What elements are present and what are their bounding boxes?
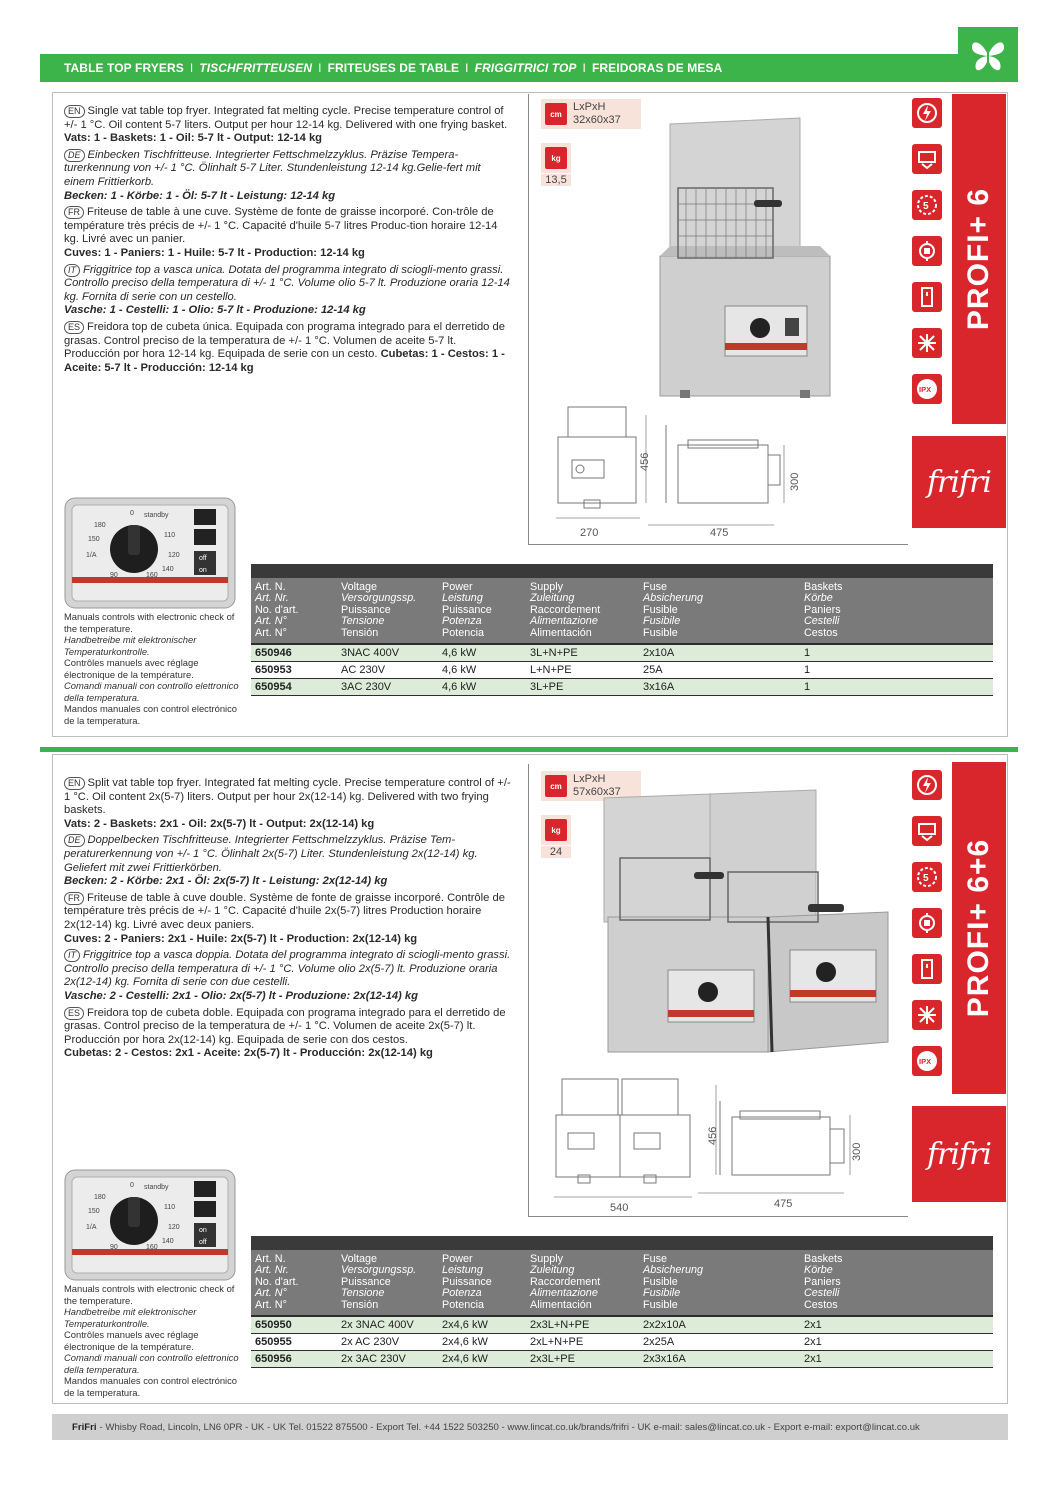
kg-icon: kg: [545, 819, 567, 841]
dimensions-label: LxPxH: [573, 101, 606, 113]
drawing-vat-height-label: 300: [789, 472, 801, 491]
frifri-logo: [912, 436, 1006, 528]
col-header-fuse: Fuse Absicherung Fusible Fusibile Fusible: [639, 1250, 800, 1316]
model-banner-1: [952, 94, 1006, 424]
table-row: [251, 662, 993, 679]
ipx-label: IPX: [919, 1057, 932, 1066]
cell-supply: 2x3L+PE: [526, 1351, 639, 1368]
table-row: [251, 1334, 993, 1351]
cell-power: 4,6 kW: [438, 644, 526, 662]
cell-voltage: 2x 3AC 230V: [337, 1351, 438, 1368]
desc-text: Friggitrice top a vasca unica. Dotata del programma integrato di sciogli-mento grassi. Controllo preciso della temperatura di +/- 1 °C. Volume olio 5-7 lt. Produzione oraria 12-14 kg. Fornita di serie con un cestello.: [64, 263, 510, 303]
cell-supply: 2x3L+N+PE: [526, 1316, 639, 1334]
dial-mark-standby: standby: [144, 1184, 169, 1191]
cell-supply: 3L+PE: [526, 679, 639, 696]
desc-text: Friggitrice top a vasca doppia. Dotata del programma integrato di sciogli-mento grassi. Controllo preciso della temperatura di +/- 1 °C. Volume olio 2x(5-7) lt. Produzione oraria 2x(12-14) kg. Fornita di serie con due cestelli.: [64, 949, 511, 989]
feature-icons-1: [912, 98, 946, 420]
off-button-label: off: [199, 555, 207, 562]
cell-baskets: 1: [800, 662, 993, 679]
header-seg-0: TABLE TOP FRYERS: [64, 61, 184, 75]
cell-baskets: 2x1: [800, 1316, 993, 1334]
svg-text:5: 5: [923, 873, 929, 884]
divider: [528, 1216, 908, 1217]
caption-de: Handbetreibe mit elektronischer Temperaturkontrolle.: [64, 1306, 197, 1329]
description-2: [64, 777, 512, 1064]
dial-mark-110: 110: [164, 1204, 176, 1211]
lang-badge: IT: [64, 264, 80, 277]
lang-badge: DE: [64, 149, 85, 162]
cell-fuse: 3x16A: [639, 679, 800, 696]
lang-badge: FR: [64, 892, 84, 905]
dimensions-tile: [541, 99, 641, 129]
caption-en: Manuals controls with electronic check of the temperature.: [64, 611, 235, 634]
cell-art: 650955: [251, 1334, 337, 1351]
cell-fuse: 2x10A: [639, 644, 800, 662]
desc-summary: Becken: 2 - Körbe: 2x1 - Öl: 2x(5-7) lt - Leistung: 2x(12-14) kg: [64, 875, 388, 888]
col-header-voltage: Voltage Versorgungssp. Puissance Tensione Tensión: [337, 578, 438, 644]
door-icon: [912, 954, 942, 984]
cell-baskets: 2x1: [800, 1334, 993, 1351]
desc-text: Doppelbecken Tischfritteuse. Integrierter Fettschmelzzyklus. Präzise Tem-peraturerkennung von +/- 1 °C. Ölinhalt 2x(5-7) Liter. Stundenleistung 2x(12-14) kg. Geliefert mit zwei Frittierkörben.: [64, 834, 478, 874]
desc-summary: Becken: 1 - Körbe: 1 - Öl: 5-7 lt - Leistung: 12-14 kg: [64, 189, 336, 202]
desc-en: [64, 777, 512, 831]
drawing-depth-label: 475: [710, 527, 729, 539]
cell-supply: 3L+N+PE: [526, 644, 639, 662]
cell-power: 2x4,6 kW: [438, 1334, 526, 1351]
desc-summary: Cubetas: 1 - Cestos: 1 - Aceite: 5-7 lt - Producción: 12-14 kg: [64, 348, 505, 374]
dial-mark-1a: 1/A: [86, 1224, 97, 1231]
dimensions-box-1: [541, 99, 641, 186]
lang-badge: ES: [64, 1007, 84, 1020]
header-seg-1: TISCHFRITTEUSEN: [199, 61, 313, 75]
ipx-icon: [912, 374, 942, 404]
ipx-icon: [912, 1046, 942, 1076]
fryer-photo-single: [650, 96, 840, 401]
header-separator: I: [582, 61, 586, 75]
table-row: [251, 1351, 993, 1368]
door-icon: [912, 282, 942, 312]
dial-mark-standby: standby: [144, 512, 169, 519]
drawing-height-label: 456: [639, 452, 651, 471]
cell-supply: 2xL+N+PE: [526, 1334, 639, 1351]
section-divider: [40, 747, 1018, 752]
caption-it: Comandi manuali con controllo elettronico della temperatura.: [64, 1352, 239, 1375]
cell-voltage: 2x 3NAC 400V: [337, 1316, 438, 1334]
dial-mark-180: 180: [94, 522, 106, 529]
cell-baskets: 1: [800, 644, 993, 662]
desc-es: [64, 1007, 512, 1061]
col-header-supply: Supply Zuleitung Raccordement Alimentazione Alimentación: [526, 578, 639, 644]
col-header-power: Power Leistung Puissance Potenza Potencia: [438, 578, 526, 644]
desc-text: Freidora top de cubeta única. Equipada con programa integrado para el derretido de grasas. Control preciso de la temperatura de +/- 1 °C. Volumen de aceite 5-7 lt. Producción por hora 12-14 kg. Equipada de serie con un cesto.: [64, 320, 505, 361]
dimensions-value: 57x60x37: [573, 786, 621, 798]
on-button-label: on: [199, 1227, 207, 1234]
desc-fr: [64, 206, 512, 260]
desc-en: [64, 105, 512, 146]
weight-value: 13,5: [541, 174, 571, 186]
dial-mark-1a: 1/A: [86, 552, 97, 559]
dial-mark-90: 90: [110, 1244, 118, 1251]
dial-mark-120: 120: [168, 1224, 180, 1231]
spec-table-2: [251, 1236, 993, 1368]
caption-it: Comandi manuali con controllo elettronico della temperatura.: [64, 680, 239, 703]
cell-power: 2x4,6 kW: [438, 1351, 526, 1368]
footer-brand: FriFri: [72, 1421, 97, 1433]
category-header: [40, 54, 1018, 82]
desc-summary: Cubetas: 2 - Cestos: 2x1 - Aceite: 2x(5-7) lt - Producción: 2x(12-14) kg: [64, 1047, 433, 1060]
drawing-width-label: 270: [580, 527, 599, 539]
thermostat-icon: [912, 908, 942, 938]
logo-text: frifri: [926, 464, 992, 500]
divider: [528, 94, 529, 544]
lang-badge: DE: [64, 834, 85, 847]
desc-summary: Cuves: 1 - Paniers: 1 - Huile: 5-7 lt - Production: 12-14 kg: [64, 246, 365, 259]
cell-fuse: 25A: [639, 662, 800, 679]
col-header-power: Power Leistung Puissance Potenza Potencia: [438, 1250, 526, 1316]
cell-fuse: 2x25A: [639, 1334, 800, 1351]
desc-summary: Vats: 2 - Baskets: 2x1 - Oil: 2x(5-7) lt - Output: 2x(12-14) kg: [64, 817, 375, 830]
cell-art: 650954: [251, 679, 337, 696]
dial-mark-150: 150: [88, 536, 100, 543]
dial-mark-140: 140: [162, 566, 174, 573]
cell-voltage: 3NAC 400V: [337, 644, 438, 662]
dial-mark-180: 180: [94, 1194, 106, 1201]
cell-voltage: 3AC 230V: [337, 679, 438, 696]
header-seg-3: FRIGGITRICI TOP: [474, 61, 577, 75]
dial-mark-110: 110: [164, 532, 176, 539]
col-header-fuse: Fuse Absicherung Fusible Fusibile Fusible: [639, 578, 800, 644]
cell-art: 650956: [251, 1351, 337, 1368]
cell-baskets: 2x1: [800, 1351, 993, 1368]
col-header-voltage: Voltage Versorgungssp. Puissance Tensione Tensión: [337, 1250, 438, 1316]
cell-art: 650953: [251, 662, 337, 679]
header-separator: I: [318, 61, 322, 75]
weight-tile: [541, 143, 571, 173]
lightning-icon: [912, 770, 942, 800]
drawing-vat-height-label: 300: [851, 1142, 863, 1161]
dial-mark-0: 0: [130, 1182, 134, 1189]
desc-text: Einbecken Tischfritteuse. Integrierter Fettschmelzzyklus. Präzise Tempera-turerkennung von +/- 1 °C. Ölinhalt 5-7 Liter. Stundenleistung 12-14 kg.Gelie-fert mit einem Frittierkorb.: [64, 148, 481, 188]
desc-de: [64, 834, 512, 888]
butterfly-icon: [958, 27, 1018, 82]
table-row: [251, 644, 993, 662]
technical-drawing-2: [548, 1075, 878, 1215]
col-header-art: Art. N. Art. Nr. No. d'art. Art. N° Art. N°: [251, 1250, 337, 1316]
cm-icon: cm: [545, 775, 567, 797]
desc-es: [64, 321, 512, 375]
lang-badge: EN: [64, 777, 85, 790]
caption-de: Handbetreibe mit elektronischer Temperaturkontrolle.: [64, 634, 197, 657]
degree-icon: [912, 190, 942, 220]
table-topbar: [251, 564, 993, 578]
controls-caption-1: [64, 611, 244, 726]
dial-mark-90: 90: [110, 572, 118, 579]
fryer-photo-double: [598, 772, 898, 1062]
dimensions-label: LxPxH: [573, 773, 606, 785]
control-panel-photo-2: [64, 1169, 236, 1281]
kg-icon: kg: [545, 147, 567, 169]
control-panel-photo-1: [64, 497, 236, 609]
spec-table-1: [251, 564, 993, 696]
lang-badge: ES: [64, 321, 84, 334]
degree-icon: [912, 862, 942, 892]
caption-en: Manuals controls with electronic check of the temperature.: [64, 1283, 235, 1306]
desc-fr: [64, 892, 512, 946]
svg-text:5: 5: [923, 201, 929, 212]
spark-icon: [912, 328, 942, 358]
dial-mark-0: 0: [130, 510, 134, 517]
desc-de: [64, 149, 512, 203]
caption-es: Mandos manuales con control electrónico de la temperatura.: [64, 1375, 238, 1398]
desc-summary: Vasche: 1 - Cestelli: 1 - Olio: 5-7 lt - Produzione: 12-14 kg: [64, 304, 366, 317]
cell-art: 650950: [251, 1316, 337, 1334]
header-separator: I: [189, 61, 194, 75]
lang-badge: EN: [64, 105, 85, 118]
dimensions-value: 32x60x37: [573, 114, 621, 126]
drawing-depth-label: 475: [774, 1198, 793, 1210]
col-header-baskets: Baskets Körbe Paniers Cestelli Cestos: [800, 1250, 993, 1316]
technical-drawing-1: [548, 405, 808, 545]
cm-icon: cm: [545, 103, 567, 125]
desc-it: [64, 949, 512, 1003]
lightning-icon: [912, 98, 942, 128]
table-row: [251, 1316, 993, 1334]
table-row: [251, 679, 993, 696]
fat-melting-icon: [912, 144, 942, 174]
dial-mark-160: 160: [146, 1244, 158, 1251]
description-1: [64, 105, 512, 378]
desc-summary: Cuves: 2 - Paniers: 2x1 - Huile: 2x(5-7) lt - Production: 2x(12-14) kg: [64, 932, 418, 945]
feature-icons-2: [912, 770, 946, 1092]
lang-badge: IT: [64, 949, 80, 962]
controls-caption-2: [64, 1283, 244, 1398]
col-header-baskets: Baskets Körbe Paniers Cestelli Cestos: [800, 578, 993, 644]
table-topbar: [251, 1236, 993, 1250]
frifri-logo: [912, 1106, 1006, 1202]
model-banner-2: [952, 762, 1006, 1094]
cell-fuse: 2x3x16A: [639, 1351, 800, 1368]
caption-fr: Contrôles manuels avec réglage électronique de la température.: [64, 657, 199, 680]
caption-es: Mandos manuales con control electrónico de la temperatura.: [64, 703, 238, 726]
col-header-art: Art. N. Art. Nr. No. d'art. Art. N° Art. N°: [251, 578, 337, 644]
drawing-height-label: 456: [707, 1126, 719, 1145]
drawing-width-label: 540: [610, 1202, 629, 1214]
desc-summary: Vats: 1 - Baskets: 1 - Oil: 5-7 lt - Output: 12-14 kg: [64, 132, 322, 145]
model-title: PROFI+ 6+6: [962, 838, 995, 1018]
thermostat-icon: [912, 236, 942, 266]
header-seg-4: FREIDORAS DE MESA: [591, 61, 723, 75]
lang-badge: FR: [64, 206, 84, 219]
spark-icon: [912, 1000, 942, 1030]
dial-mark-140: 140: [162, 1238, 174, 1245]
desc-text: Split vat table top fryer. Integrated fat melting cycle. Precise temperature control of +/- 1 °C. Oil content 2x(5-7) liters. Output per hour 2x(12-14) kg. Delivered with two frying baskets.: [64, 777, 511, 817]
dial-mark-120: 120: [168, 552, 180, 559]
cell-power: 4,6 kW: [438, 679, 526, 696]
desc-text: Friteuse de table à cuve double. Système de fonte de graisse incorporé. Contrôle de température très précis de +/- 1 °C. Capacité d'huile 2x(5-7) litres Production horaire 2x(12-14) kg. Livré avec deux paniers.: [64, 891, 505, 931]
cell-baskets: 1: [800, 679, 993, 696]
desc-text: Single vat table top fryer. Integrated fat melting cycle. Precise temperature control of +/- 1 °C. Oil content 5-7 liters. Output per hour 12-14 kg. Delivered with one frying basket.: [64, 105, 508, 131]
ipx-label: IPX: [919, 385, 932, 394]
weight-value: 24: [541, 846, 571, 858]
dial-mark-160: 160: [146, 572, 158, 579]
cell-voltage: AC 230V: [337, 662, 438, 679]
logo-text: frifri: [926, 1136, 992, 1172]
cell-fuse: 2x2x10A: [639, 1316, 800, 1334]
cell-voltage: 2x AC 230V: [337, 1334, 438, 1351]
fat-melting-icon: [912, 816, 942, 846]
cell-art: 650946: [251, 644, 337, 662]
model-title: PROFI+ 6: [962, 187, 995, 331]
footer: [52, 1414, 1008, 1440]
dial-mark-150: 150: [88, 1208, 100, 1215]
desc-text: Friteuse de table à une cuve. Système de fonte de graisse incorporé. Con-trôle de température très précis de +/- 1 °C. Capacité d'huile 5-7 litres Produc-tion horaire 12-14 kg. Livré avec un panier.: [64, 206, 498, 246]
header-separator: I: [465, 61, 469, 75]
cell-supply: L+N+PE: [526, 662, 639, 679]
header-seg-2: FRITEUSES DE TABLE: [327, 61, 460, 75]
cell-power: 4,6 kW: [438, 662, 526, 679]
cell-power: 2x4,6 kW: [438, 1316, 526, 1334]
desc-summary: Vasche: 2 - Cestelli: 2x1 - Olio: 2x(5-7) lt - Produzione: 2x(12-14) kg: [64, 989, 418, 1002]
caption-fr: Contrôles manuels avec réglage électronique de la température.: [64, 1329, 199, 1352]
footer-contact: - Whisby Road, Lincoln, LN6 0PR - UK - UK Tel. 01522 875500 - Export Tel. +44 1522 503250 - www.lincat.co.uk/brands/frifri - UK e-mail: sales@lincat.co.uk - Export e-mail: export@lincat.co.uk: [99, 1421, 920, 1433]
col-header-supply: Supply Zuleitung Raccordement Alimentazione Alimentación: [526, 1250, 639, 1316]
divider: [528, 764, 529, 1216]
off-button-label: off: [199, 1239, 207, 1246]
on-button-label: on: [199, 567, 207, 574]
weight-tile: [541, 815, 571, 845]
desc-it: [64, 264, 512, 318]
desc-text: Freidora top de cubeta doble. Equipada con programa integrado para el derretido de grasas. Control preciso de la temperatura de +/- 1 °C. Volumen de aceite 2x(5-7) lt. Producción por hora 2x(12-14) kg. Equipada de serie con dos cestos.: [64, 1006, 506, 1046]
